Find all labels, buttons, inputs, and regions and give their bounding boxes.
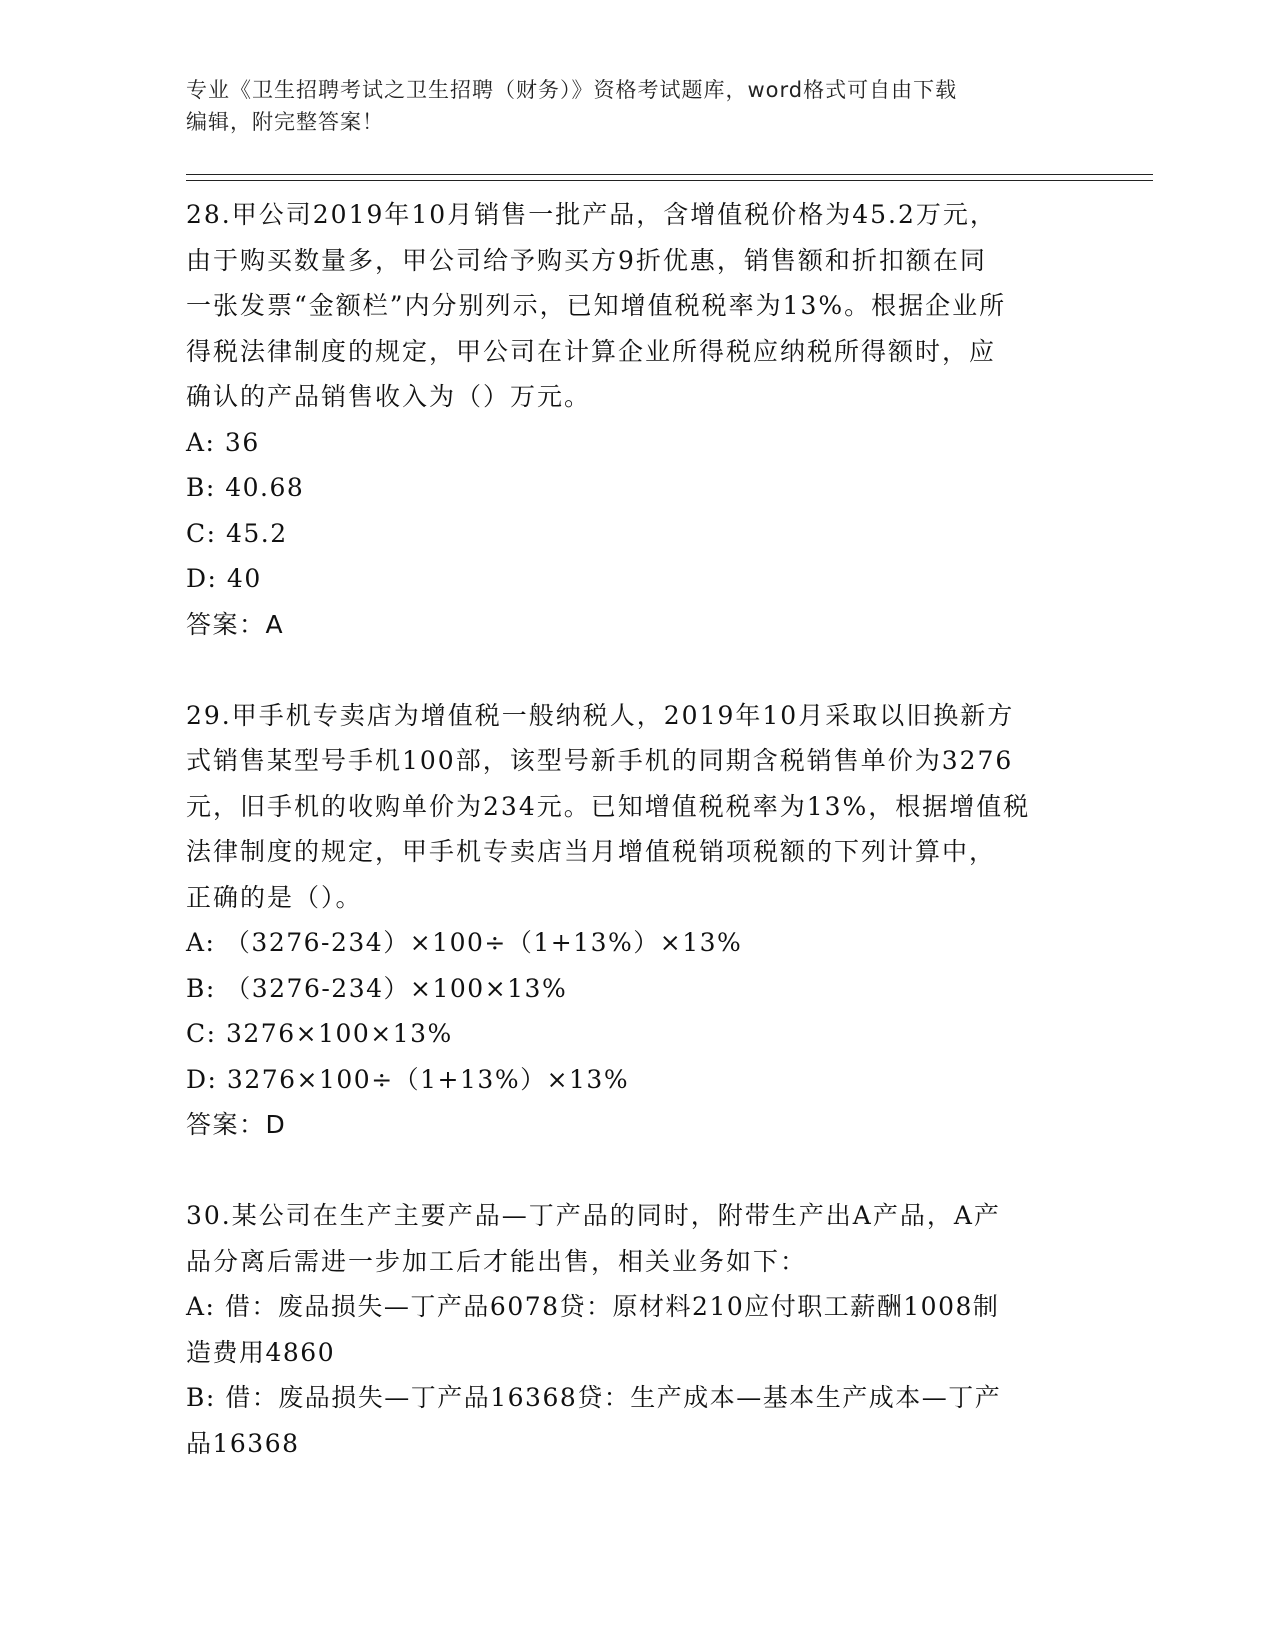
option-b: B: 40.68 — [186, 473, 305, 502]
answer-label: 答案：A — [186, 609, 285, 639]
option-d: D: 3276×100÷（1+13%）×13% — [186, 1064, 630, 1094]
option-b-continued: 品16368 — [186, 1428, 300, 1458]
question-28 — [186, 192, 1086, 647]
question-29 — [186, 693, 1086, 1148]
header-line-2: 编辑，附完整答案！ — [186, 110, 384, 134]
header-divider-bottom — [186, 180, 1153, 181]
question-text-line: 29.甲手机专卖店为增值税一般纳税人，2019年10月采取以旧换新方 — [186, 700, 1015, 730]
question-text-line: 法律制度的规定，甲手机专卖店当月增值税销项税额的下列计算中， — [186, 837, 997, 866]
page-header — [186, 74, 1086, 138]
question-text-line: 元，旧手机的收购单价为234元。已知增值税税率为13%，根据增值税 — [186, 791, 1031, 821]
spacer — [186, 647, 1086, 693]
question-text-line: 确认的产品销售收入为（）万元。 — [186, 382, 592, 411]
header-divider-top — [186, 174, 1153, 175]
header-line-1: 专业《卫生招聘考试之卫生招聘（财务）》资格考试题库，word格式可自由下载 — [186, 78, 958, 102]
option-a: A: 36 — [186, 427, 260, 457]
option-c: C: 3276×100×13% — [186, 1019, 453, 1048]
question-text-line: 式销售某型号手机100部，该型号新手机的同期含税销售单价为3276 — [186, 746, 1014, 775]
question-text-line: 由于购买数量多，甲公司给予购买方9折优惠，销售额和折扣额在同 — [186, 245, 987, 275]
question-30 — [186, 1193, 1086, 1466]
option-b: B: （3276-234）×100×13% — [186, 973, 568, 1003]
option-a-continued: 造费用4860 — [186, 1337, 336, 1367]
option-c: C: 45.2 — [186, 518, 288, 548]
question-text-line: 28.甲公司2019年10月销售一批产品，含增值税价格为45.2万元， — [186, 200, 997, 229]
question-text-line: 一张发票“金额栏”内分别列示，已知增值税税率为13%。根据企业所 — [186, 291, 1007, 320]
spacer — [186, 1148, 1086, 1194]
option-b: B: 借：废品损失—丁产品16368贷：生产成本—基本生产成本—丁产 — [186, 1383, 1002, 1412]
option-a: A: 借：废品损失—丁产品6078贷：原材料210应付职工薪酬1008制 — [186, 1292, 1000, 1321]
question-text-line: 正确的是（）。 — [186, 882, 363, 912]
option-d: D: 40 — [186, 564, 262, 593]
answer-label: 答案：D — [186, 1110, 287, 1139]
option-a: A: （3276-234）×100÷（1+13%）×13% — [186, 928, 743, 957]
question-list — [186, 192, 1086, 1466]
question-text-line: 品分离后需进一步加工后才能出售，相关业务如下： — [186, 1246, 808, 1276]
question-text-line: 得税法律制度的规定，甲公司在计算企业所得税应纳税所得额时，应 — [186, 336, 997, 366]
question-text-line: 30.某公司在生产主要产品—丁产品的同时，附带生产出A产品，A产 — [186, 1201, 1001, 1230]
